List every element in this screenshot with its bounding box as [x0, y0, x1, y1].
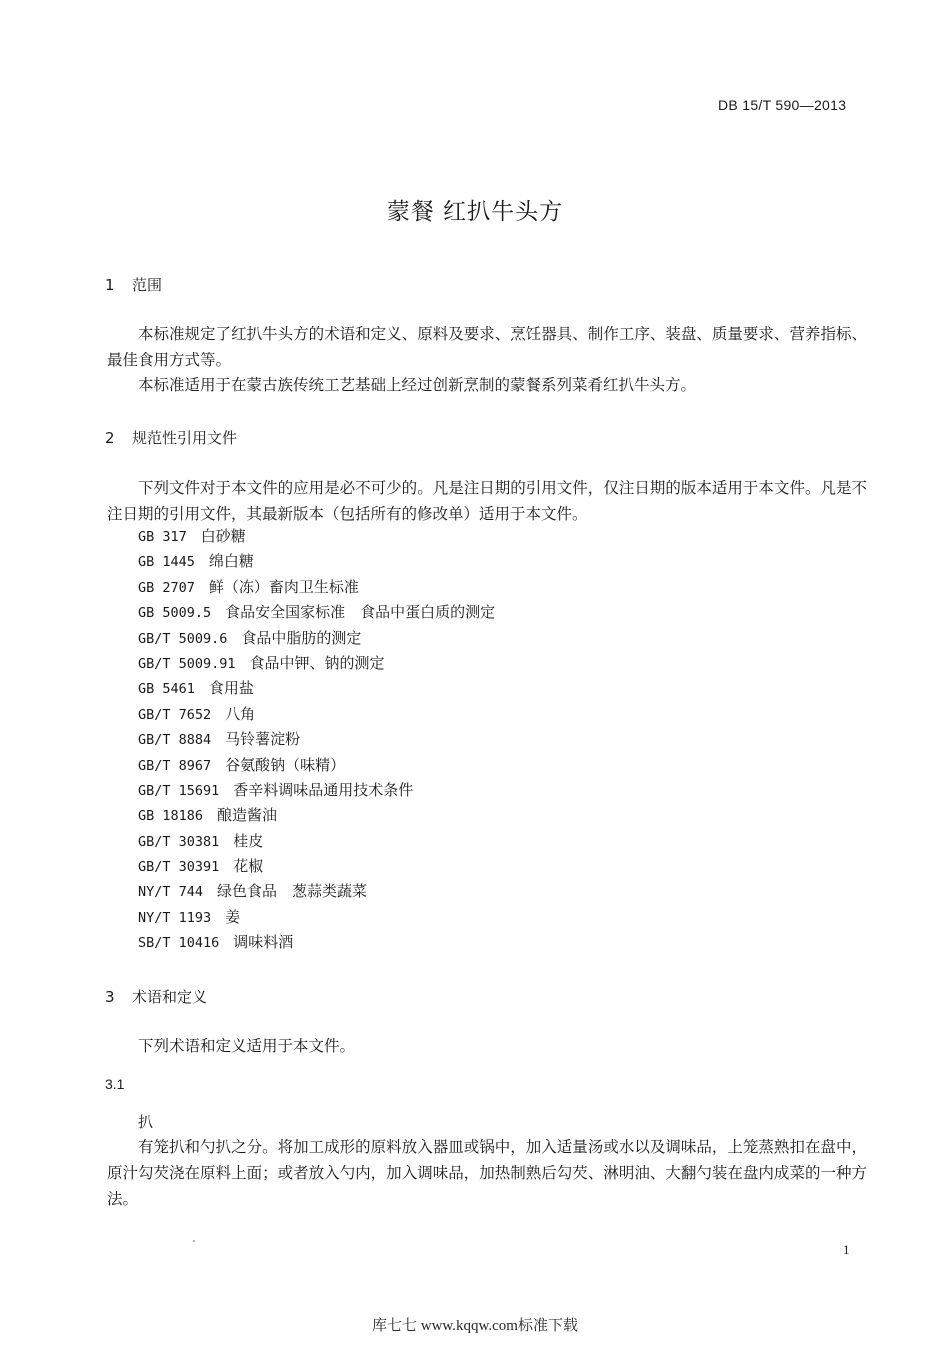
- reference-code: GB 317: [138, 529, 187, 545]
- reference-title: 绿色食品 葱蒜类蔬菜: [217, 882, 368, 901]
- reference-title: 食品安全国家标准 食品中蛋白质的测定: [225, 603, 496, 622]
- reference-title: 花椒: [233, 857, 264, 876]
- reference-title: 谷氨酸钠（味精）: [225, 755, 346, 774]
- section-1-heading: [105, 274, 162, 295]
- reference-title: 绵白糖: [208, 552, 254, 571]
- section-2-heading: [105, 427, 237, 448]
- section-3-title: 术语和定义: [132, 988, 208, 1006]
- document-title: 蒙餐 红扒牛头方: [386, 199, 564, 225]
- reference-code: GB/T 30381: [138, 833, 220, 850]
- reference-item: [138, 549, 495, 574]
- reference-item: [138, 854, 495, 879]
- reference-code: NY/T 1193: [138, 909, 212, 926]
- reference-code: GB/T 15691: [138, 782, 220, 799]
- reference-item: [138, 905, 495, 930]
- reference-code: SB/T 10416: [138, 935, 220, 952]
- reference-item: [138, 626, 495, 651]
- reference-code: GB 1445: [138, 554, 195, 571]
- section-1-number: 1: [105, 276, 115, 294]
- standard-code: DB 15/T 590—2013: [718, 97, 847, 113]
- reference-title: 姜: [225, 907, 241, 926]
- term-definition: 有笼扒和勺扒之分。将加工成形的原料放入器皿或锅中，加入适量汤或水以及调味品，上笼蒸熟扣在盘中，原汁勾芡浇在原料上面；或者放入勺内，加入调味品，加热制熟后勾芡、淋明油、大翻勺装在盘内成菜的一种方法。: [107, 1138, 867, 1208]
- reference-title: 桂皮: [233, 831, 264, 850]
- reference-item: [138, 879, 495, 904]
- reference-code: GB/T 30391: [138, 859, 220, 876]
- reference-title: 食品中脂肪的测定: [241, 628, 362, 647]
- reference-code: GB 18186: [138, 808, 204, 825]
- reference-item: [138, 930, 495, 955]
- section-1-title: 范围: [132, 276, 163, 294]
- section-2-title: 规范性引用文件: [132, 429, 238, 447]
- clause-number: 3.1: [105, 1076, 125, 1092]
- reference-code: GB/T 8884: [138, 732, 212, 749]
- footer-download-note: 库七七 www.kqqw.com标准下载: [372, 1318, 578, 1334]
- section-3-paragraph-1: 下列术语和定义适用于本文件。: [138, 1037, 356, 1055]
- section-2-number: 2: [105, 429, 115, 447]
- normative-reference-list: [138, 524, 495, 956]
- reference-code: GB/T 7652: [138, 706, 212, 723]
- reference-code: NY/T 744: [138, 884, 204, 901]
- reference-title: 酿造酱油: [217, 806, 278, 825]
- section-2-paragraph-1: 下列文件对于本文件的应用是必不可少的。凡是注日期的引用文件，仅注日期的版本适用于本文件。凡是不注日期的引用文件，其最新版本（包括所有的修改单）适用于本文件。: [107, 479, 867, 523]
- scan-speck: [193, 1240, 195, 1242]
- section-3-number: 3: [105, 988, 115, 1006]
- reference-code: GB/T 8967: [138, 757, 212, 774]
- reference-code: GB 5009.5: [138, 605, 212, 622]
- reference-item: [138, 702, 495, 727]
- reference-code: GB 5461: [138, 681, 195, 698]
- reference-title: 香辛料调味品通用技术条件: [233, 780, 414, 799]
- reference-code: GB/T 5009.6: [138, 630, 228, 647]
- reference-item: [138, 829, 495, 854]
- reference-title: 八角: [225, 704, 256, 723]
- reference-item: [138, 524, 495, 549]
- reference-item: [138, 727, 495, 752]
- reference-item: [138, 753, 495, 778]
- reference-item: [138, 600, 495, 625]
- reference-item: [138, 676, 495, 701]
- section-1-paragraph-2: 本标准适用于在蒙古族传统工艺基础上经过创新烹制的蒙餐系列菜肴红扒牛头方。: [138, 376, 697, 394]
- section-1-paragraph-1: 本标准规定了红扒牛头方的术语和定义、原料及要求、烹饪器具、制作工序、装盘、质量要求、营养指标、最佳食用方式等。: [107, 325, 867, 369]
- reference-code: GB 2707: [138, 579, 195, 596]
- reference-item: [138, 575, 495, 600]
- term-name: 扒: [138, 1113, 154, 1131]
- reference-item: [138, 778, 495, 803]
- page-number: 1: [843, 1242, 850, 1257]
- reference-title: 食用盐: [208, 679, 254, 698]
- reference-item: [138, 651, 495, 676]
- reference-code: GB/T 5009.91: [138, 655, 236, 672]
- reference-item: [138, 803, 495, 828]
- reference-title: 调味料酒: [233, 933, 294, 952]
- reference-title: 白砂糖: [200, 527, 246, 545]
- reference-title: 马铃薯淀粉: [225, 730, 301, 749]
- reference-title: 鲜（冻）畜肉卫生标准: [208, 577, 359, 596]
- section-3-heading: [105, 986, 207, 1007]
- reference-title: 食品中钾、钠的测定: [249, 653, 385, 672]
